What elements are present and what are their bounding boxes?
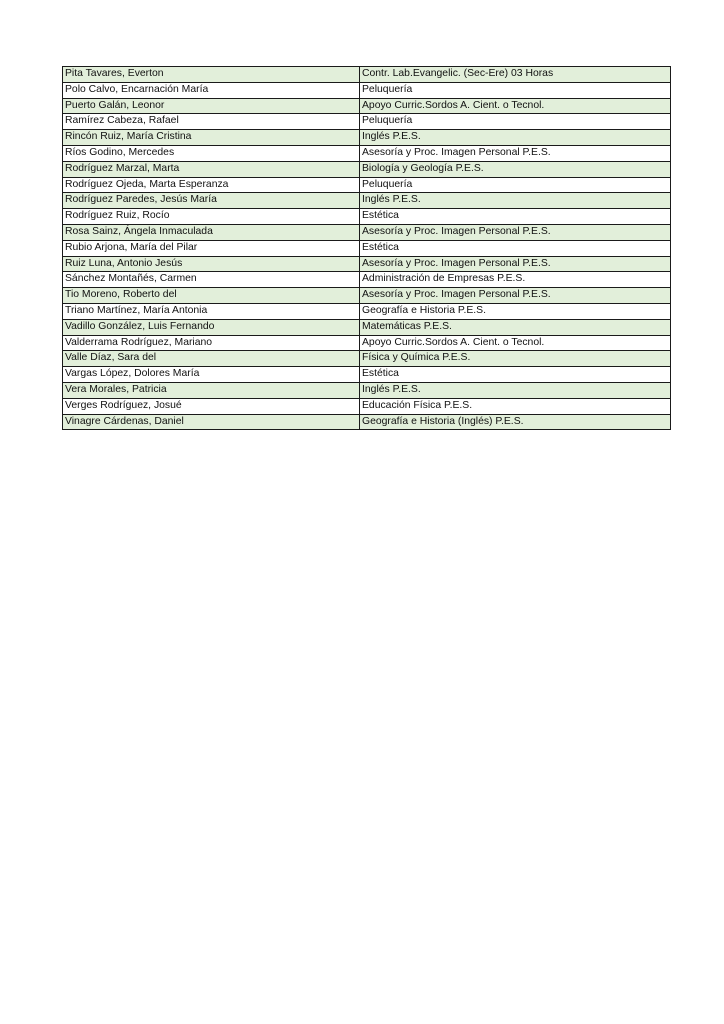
teacher-name-cell: Valderrama Rodríguez, Mariano <box>63 335 360 351</box>
teacher-name-cell: Ramírez Cabeza, Rafael <box>63 114 360 130</box>
teacher-name-cell: Sánchez Montañés, Carmen <box>63 272 360 288</box>
subject-cell: Peluquería <box>360 114 671 130</box>
teacher-name-cell: Rubio Arjona, María del Pilar <box>63 240 360 256</box>
subject-cell: Apoyo Curric.Sordos A. Cient. o Tecnol. <box>360 335 671 351</box>
table-row <box>63 240 671 256</box>
subject-cell: Estética <box>360 209 671 225</box>
table-row <box>63 335 671 351</box>
subject-cell: Contr. Lab.Evangelic. (Sec-Ere) 03 Horas <box>360 67 671 83</box>
subject-cell: Administración de Empresas P.E.S. <box>360 272 671 288</box>
table-row <box>63 209 671 225</box>
staff-assignment-table <box>62 66 671 430</box>
teacher-name-cell: Triano Martínez, María Antonia <box>63 303 360 319</box>
teacher-name-cell: Tio Moreno, Roberto del <box>63 288 360 304</box>
table-row <box>63 398 671 414</box>
table-row <box>63 288 671 304</box>
table-row <box>63 98 671 114</box>
table-row <box>63 161 671 177</box>
subject-cell: Geografía e Historia (Inglés) P.E.S. <box>360 414 671 430</box>
table-row <box>63 272 671 288</box>
teacher-name-cell: Puerto Galán, Leonor <box>63 98 360 114</box>
subject-cell: Física y Química P.E.S. <box>360 351 671 367</box>
subject-cell: Asesoría y Proc. Imagen Personal P.E.S. <box>360 224 671 240</box>
table-row <box>63 177 671 193</box>
teacher-name-cell: Rodríguez Ojeda, Marta Esperanza <box>63 177 360 193</box>
table-row <box>63 256 671 272</box>
subject-cell: Peluquería <box>360 82 671 98</box>
subject-cell: Estética <box>360 367 671 383</box>
subject-cell: Inglés P.E.S. <box>360 382 671 398</box>
teacher-name-cell: Rodríguez Ruiz, Rocío <box>63 209 360 225</box>
table-row <box>63 130 671 146</box>
table-row <box>63 114 671 130</box>
subject-cell: Asesoría y Proc. Imagen Personal P.E.S. <box>360 288 671 304</box>
table-row <box>63 67 671 83</box>
teacher-name-cell: Ruiz Luna, Antonio Jesús <box>63 256 360 272</box>
table-row <box>63 303 671 319</box>
teacher-name-cell: Rodríguez Paredes, Jesús María <box>63 193 360 209</box>
subject-cell: Asesoría y Proc. Imagen Personal P.E.S. <box>360 145 671 161</box>
table-row <box>63 193 671 209</box>
subject-cell: Asesoría y Proc. Imagen Personal P.E.S. <box>360 256 671 272</box>
teacher-name-cell: Rosa Sainz, Ángela Inmaculada <box>63 224 360 240</box>
teacher-name-cell: Vargas López, Dolores María <box>63 367 360 383</box>
teacher-name-cell: Pita Tavares, Everton <box>63 67 360 83</box>
subject-cell: Educación Física P.E.S. <box>360 398 671 414</box>
table-row <box>63 414 671 430</box>
table-body <box>63 67 671 430</box>
subject-cell: Geografía e Historia P.E.S. <box>360 303 671 319</box>
subject-cell: Inglés P.E.S. <box>360 130 671 146</box>
teacher-name-cell: Vinagre Cárdenas, Daniel <box>63 414 360 430</box>
table-row <box>63 145 671 161</box>
teacher-name-cell: Rincón Ruiz, María Cristina <box>63 130 360 146</box>
subject-cell: Matemáticas P.E.S. <box>360 319 671 335</box>
subject-cell: Biología y Geología P.E.S. <box>360 161 671 177</box>
table-row <box>63 351 671 367</box>
subject-cell: Estética <box>360 240 671 256</box>
subject-cell: Peluquería <box>360 177 671 193</box>
teacher-name-cell: Verges Rodríguez, Josué <box>63 398 360 414</box>
teacher-name-cell: Rodríguez Marzal, Marta <box>63 161 360 177</box>
table-row <box>63 319 671 335</box>
teacher-name-cell: Polo Calvo, Encarnación María <box>63 82 360 98</box>
table-row <box>63 82 671 98</box>
teacher-name-cell: Ríos Godino, Mercedes <box>63 145 360 161</box>
teacher-name-cell: Vera Morales, Patricia <box>63 382 360 398</box>
subject-cell: Apoyo Curric.Sordos A. Cient. o Tecnol. <box>360 98 671 114</box>
table-row <box>63 382 671 398</box>
subject-cell: Inglés P.E.S. <box>360 193 671 209</box>
table-row <box>63 224 671 240</box>
teacher-name-cell: Vadillo González, Luis Fernando <box>63 319 360 335</box>
table-row <box>63 367 671 383</box>
teacher-name-cell: Valle Díaz, Sara del <box>63 351 360 367</box>
